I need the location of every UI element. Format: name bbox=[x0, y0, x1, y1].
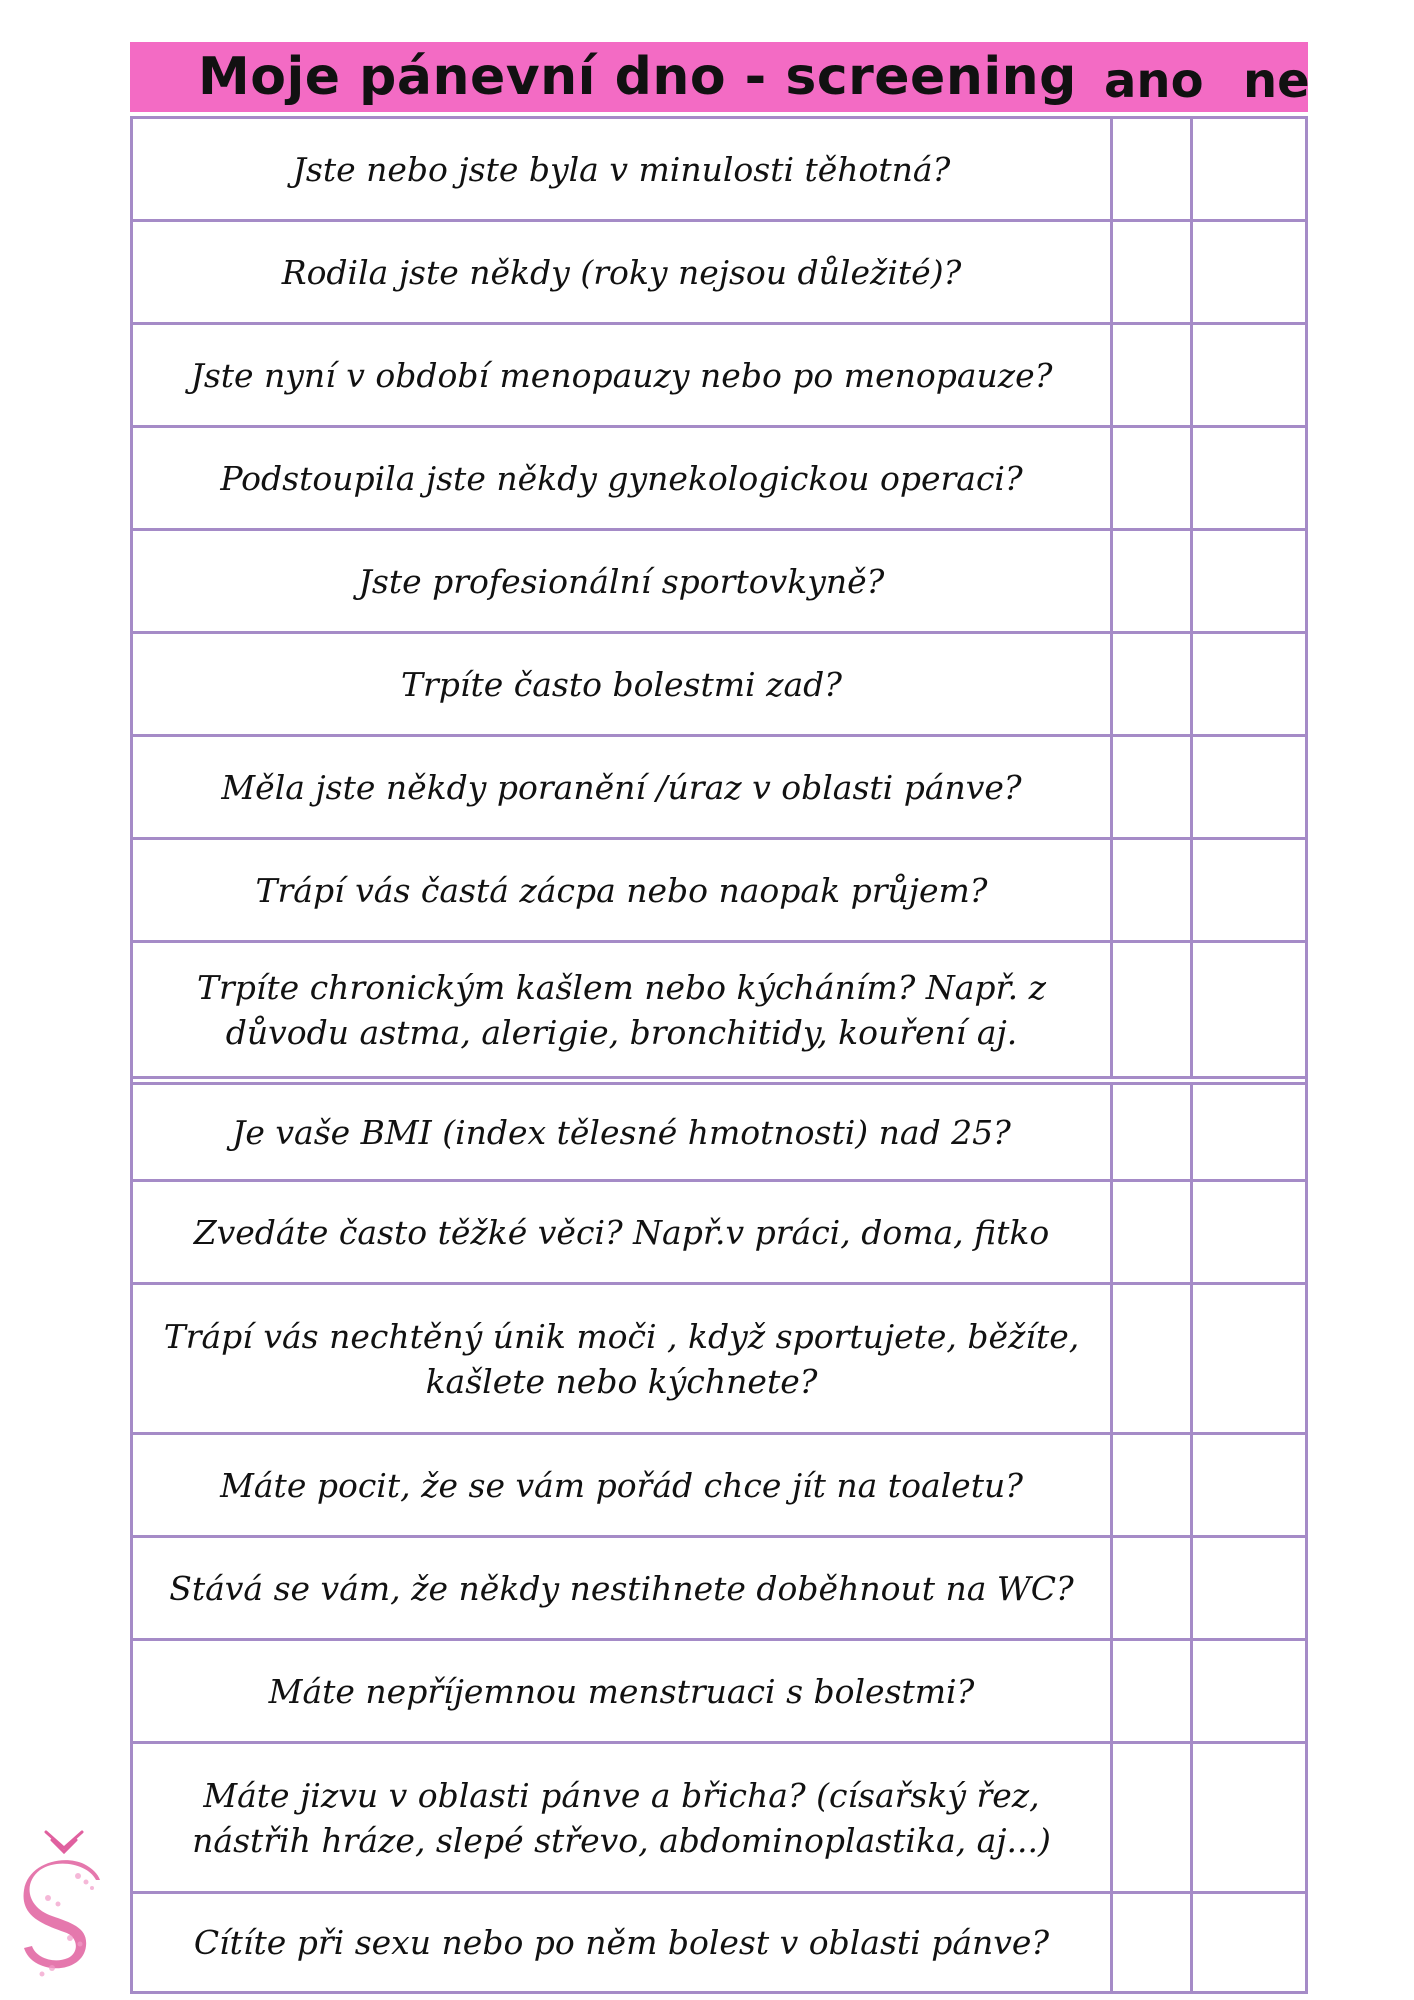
screening-sheet bbox=[130, 42, 1308, 1994]
table-row bbox=[133, 940, 1305, 1076]
question-text: Jste profesionální sportovkyně? bbox=[133, 531, 1113, 631]
answer-no-cell[interactable] bbox=[1193, 1085, 1305, 1179]
answer-yes-cell[interactable] bbox=[1113, 1435, 1193, 1535]
answer-yes-cell[interactable] bbox=[1113, 119, 1193, 219]
table-row bbox=[133, 219, 1305, 322]
question-text: Stává se vám, že někdy nestihnete doběhnout na WC? bbox=[133, 1538, 1113, 1638]
table-row bbox=[133, 1741, 1305, 1891]
answer-no-cell[interactable] bbox=[1193, 840, 1305, 940]
question-text: Trpíte často bolestmi zad? bbox=[133, 634, 1113, 734]
table-row bbox=[133, 1432, 1305, 1535]
answer-no-cell[interactable] bbox=[1193, 943, 1305, 1076]
answer-yes-cell[interactable] bbox=[1113, 943, 1193, 1076]
table-row bbox=[133, 425, 1305, 528]
answer-no-cell[interactable] bbox=[1193, 1894, 1305, 1991]
question-text: Podstoupila jste někdy gynekologickou operaci? bbox=[133, 428, 1113, 528]
answer-yes-cell[interactable] bbox=[1113, 1085, 1193, 1179]
question-text: Cítíte při sexu nebo po něm bolest v oblasti pánve? bbox=[133, 1894, 1113, 1991]
answer-yes-cell[interactable] bbox=[1113, 1538, 1193, 1638]
question-text: Máte jizvu v oblasti pánve a břicha? (císařský řez, nástřih hráze, slepé střevo, abdominoplastika, aj...) bbox=[133, 1744, 1113, 1891]
answer-no-cell[interactable] bbox=[1193, 325, 1305, 425]
answer-yes-cell[interactable] bbox=[1113, 428, 1193, 528]
answer-yes-cell[interactable] bbox=[1113, 1744, 1193, 1891]
table-row bbox=[133, 528, 1305, 631]
answer-no-cell[interactable] bbox=[1193, 1435, 1305, 1535]
question-text: Trpíte chronickým kašlem nebo kýcháním? Např. z důvodu astma, alerigie, bronchitidy, kouření aj. bbox=[133, 943, 1113, 1076]
answer-yes-cell[interactable] bbox=[1113, 840, 1193, 940]
table-row bbox=[133, 1638, 1305, 1741]
answer-no-cell[interactable] bbox=[1193, 1641, 1305, 1741]
answer-no-cell[interactable] bbox=[1193, 222, 1305, 322]
answer-no-cell[interactable] bbox=[1193, 737, 1305, 837]
answer-yes-cell[interactable] bbox=[1113, 531, 1193, 631]
table-row bbox=[133, 734, 1305, 837]
question-text: Trápí vás nechtěný únik moči , když sportujete, běžíte, kašlete nebo kýchnete? bbox=[133, 1285, 1113, 1432]
answer-no-cell[interactable] bbox=[1193, 119, 1305, 219]
answer-yes-cell[interactable] bbox=[1113, 634, 1193, 734]
table-row bbox=[133, 1076, 1305, 1179]
question-text: Rodila jste někdy (roky nejsou důležité)? bbox=[133, 222, 1113, 322]
answer-yes-cell[interactable] bbox=[1113, 1894, 1193, 1991]
answer-yes-cell[interactable] bbox=[1113, 1182, 1193, 1282]
column-header-yes: ano bbox=[1104, 53, 1204, 109]
answer-no-cell[interactable] bbox=[1193, 1744, 1305, 1891]
answer-no-cell[interactable] bbox=[1193, 1182, 1305, 1282]
answer-no-cell[interactable] bbox=[1193, 1538, 1305, 1638]
question-text: Je vaše BMI (index tělesné hmotnosti) nad 25? bbox=[133, 1085, 1113, 1179]
question-text: Máte nepříjemnou menstruaci s bolestmi? bbox=[133, 1641, 1113, 1741]
s-monogram-logo-icon bbox=[18, 1828, 114, 1988]
table-row bbox=[133, 1282, 1305, 1432]
table-row bbox=[133, 631, 1305, 734]
page-title: Moje pánevní dno - screening bbox=[198, 47, 1077, 107]
question-text: Zvedáte často těžké věci? Např.v práci, doma, fitko bbox=[133, 1182, 1113, 1282]
question-text: Jste nyní v období menopauzy nebo po menopauze? bbox=[133, 325, 1113, 425]
answer-no-cell[interactable] bbox=[1193, 428, 1305, 528]
table-row bbox=[133, 837, 1305, 940]
table-row bbox=[133, 1891, 1305, 1994]
table-row bbox=[133, 1179, 1305, 1282]
question-text: Máte pocit, že se vám pořád chce jít na toaletu? bbox=[133, 1435, 1113, 1535]
header-bar bbox=[130, 42, 1308, 112]
question-text: Trápí vás častá zácpa nebo naopak průjem? bbox=[133, 840, 1113, 940]
answer-no-cell[interactable] bbox=[1193, 531, 1305, 631]
answer-no-cell[interactable] bbox=[1193, 1285, 1305, 1432]
answer-yes-cell[interactable] bbox=[1113, 737, 1193, 837]
answer-yes-cell[interactable] bbox=[1113, 1641, 1193, 1741]
answer-no-cell[interactable] bbox=[1193, 634, 1305, 734]
questionnaire-table bbox=[130, 116, 1308, 1994]
question-text: Jste nebo jste byla v minulosti těhotná? bbox=[133, 119, 1113, 219]
answer-yes-cell[interactable] bbox=[1113, 1285, 1193, 1432]
column-header-no: ne bbox=[1243, 53, 1310, 109]
table-row bbox=[133, 1535, 1305, 1638]
answer-yes-cell[interactable] bbox=[1113, 325, 1193, 425]
answer-yes-cell[interactable] bbox=[1113, 222, 1193, 322]
table-row bbox=[133, 116, 1305, 219]
question-text: Měla jste někdy poranění /úraz v oblasti pánve? bbox=[133, 737, 1113, 837]
table-row bbox=[133, 322, 1305, 425]
